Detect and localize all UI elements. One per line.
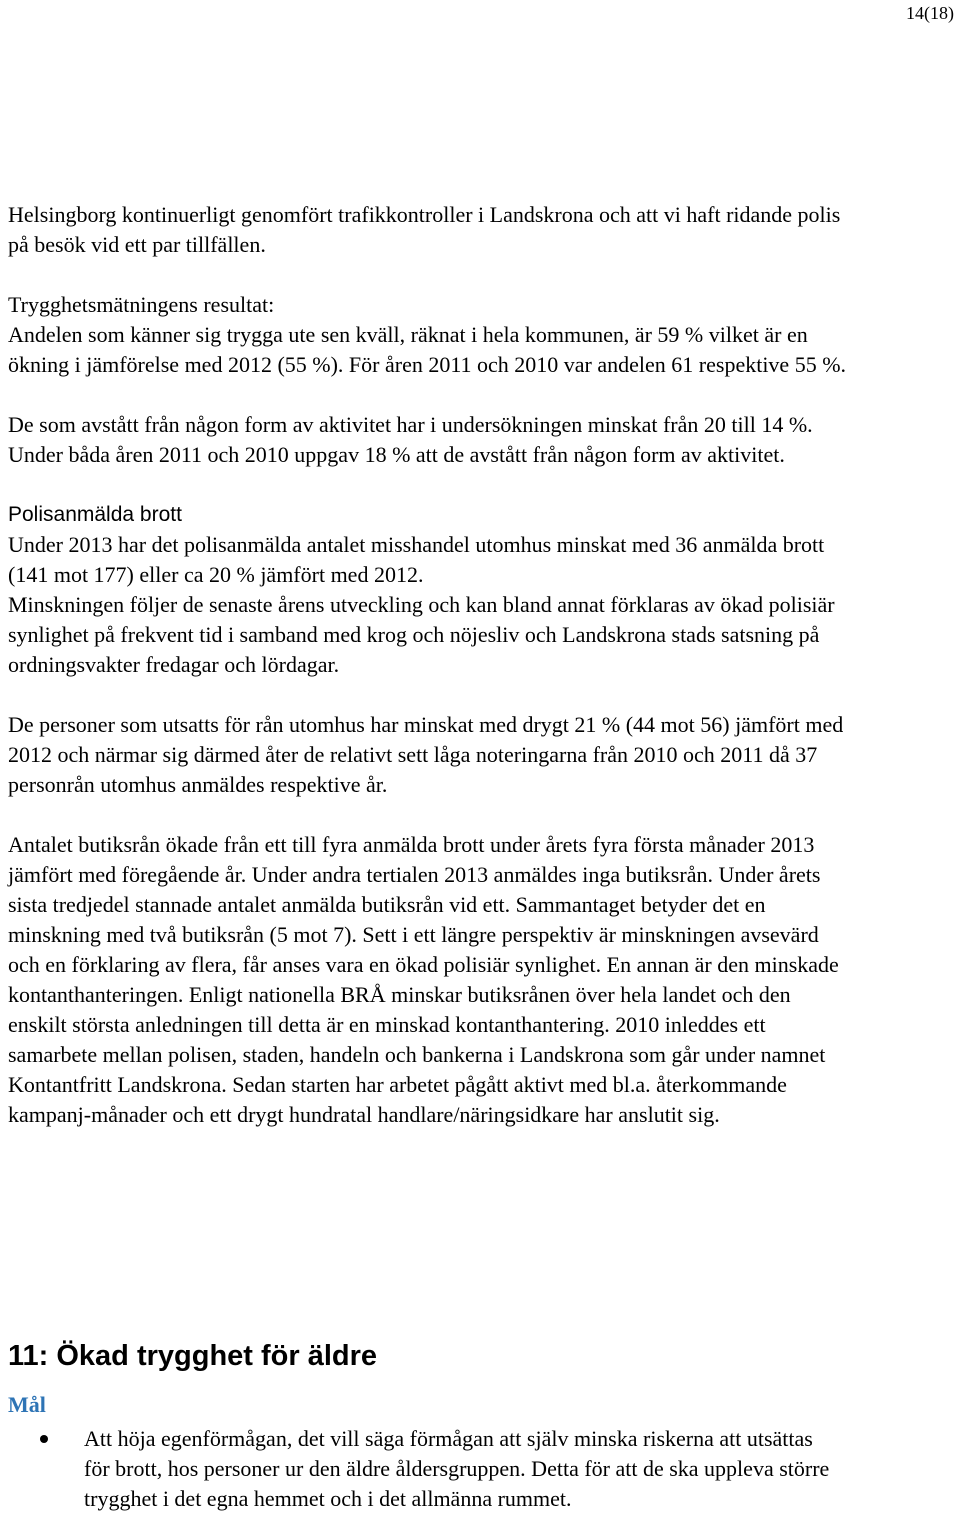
section-heading: 11: Ökad trygghet för äldre <box>8 1340 378 1372</box>
goal-list <box>40 1424 840 1514</box>
survey-results-title: Trygghetsmätningens resultat: <box>8 292 275 317</box>
paragraph-survey-results: Andelen som känner sig trygga ute sen kväll, räknat i hela kommunen, är 59 % vilket är en ökning i jämförelse med 2012 (55 %). För åren 2011 och 2010 var andelen 61 respektive 55 %. <box>8 322 847 377</box>
list-item-text: Att höja egenförmågan, det vill säga förmågan att själv minska riskerna att utsättas för brott, hos personer ur den äldre åldersgruppen. Detta för att de ska uppleva större trygghet i det egna hemmet och i det allmänna rummet. <box>84 1426 830 1511</box>
paragraph-patrol: Helsingborg kontinuerligt genomfört trafikkontroller i Landskrona och att vi haft ridande polis på besök vid ett par tillfällen. <box>8 202 841 257</box>
bullet-icon <box>40 1435 48 1443</box>
paragraph-avoided-activity: De som avstått från någon form av aktivitet har i undersökningen minskat från 20 till 14 %. Under båda åren 2011 och 2010 uppgav 18 % att de avstått från någon form av aktivitet. <box>8 412 813 467</box>
paragraph-assault-explanation: Minskningen följer de senaste årens utveckling och kan bland annat förklaras av ökad polisiär synlighet på frekvent tid i samband med krog och nöjesliv och Landskrona stads satsning på ordningsvakter fredagar och lördagar. <box>8 592 835 677</box>
paragraph-robbery-outdoors: De personer som utsatts för rån utomhus har minskat med drygt 21 % (44 mot 56) jämfört med 2012 och närmar sig därmed åter de relativt sett låga noteringarna från 2010 och 2011 då 37 personrån utomhus anmäldes respektive år. <box>8 712 844 797</box>
list-item <box>40 1424 840 1514</box>
goal-label: Mål <box>8 1392 46 1417</box>
paragraph-assault-stats: Under 2013 har det polisanmälda antalet misshandel utomhus minskat med 36 anmälda brott (141 mot 177) eller ca 20 % jämfört med 2012. <box>8 532 825 587</box>
paragraph-shop-robbery: Antalet butiksrån ökade från ett till fyra anmälda brott under årets fyra första månader 2013 jämfört med föregående år. Under andra tertialen 2013 anmäldes inga butiksrån. Under årets sista tredjedel stannade antalet anmälda butiksrån vid ett. Sammantaget betyder det en minskning med två butiksrån (5 mot 7). Sett i ett längre perspektiv är minskningen avsevärd och en förklaring av flera, får anses vara en ökad polisiär synlighet. En annan är den minskade kontanthanteringen. Enligt nationella BRÅ minskar butiksrånen över hela landet och den enskilt största anledningen till detta är en minskad kontanthantering. 2010 inleddes ett samarbete mellan polisen, staden, handeln och bankerna i Landskrona som går under namnet Kontantfritt Landskrona. Sedan starten har arbetet pågått aktivt med bl.a. återkommande kampanj-månader och ett drygt hundratal handlare/näringsidkare har anslutit sig. <box>8 832 839 1127</box>
page-number: 14(18) <box>906 3 954 23</box>
document-body <box>8 200 848 1130</box>
reported-crimes-heading: Polisanmälda brott <box>8 503 182 526</box>
